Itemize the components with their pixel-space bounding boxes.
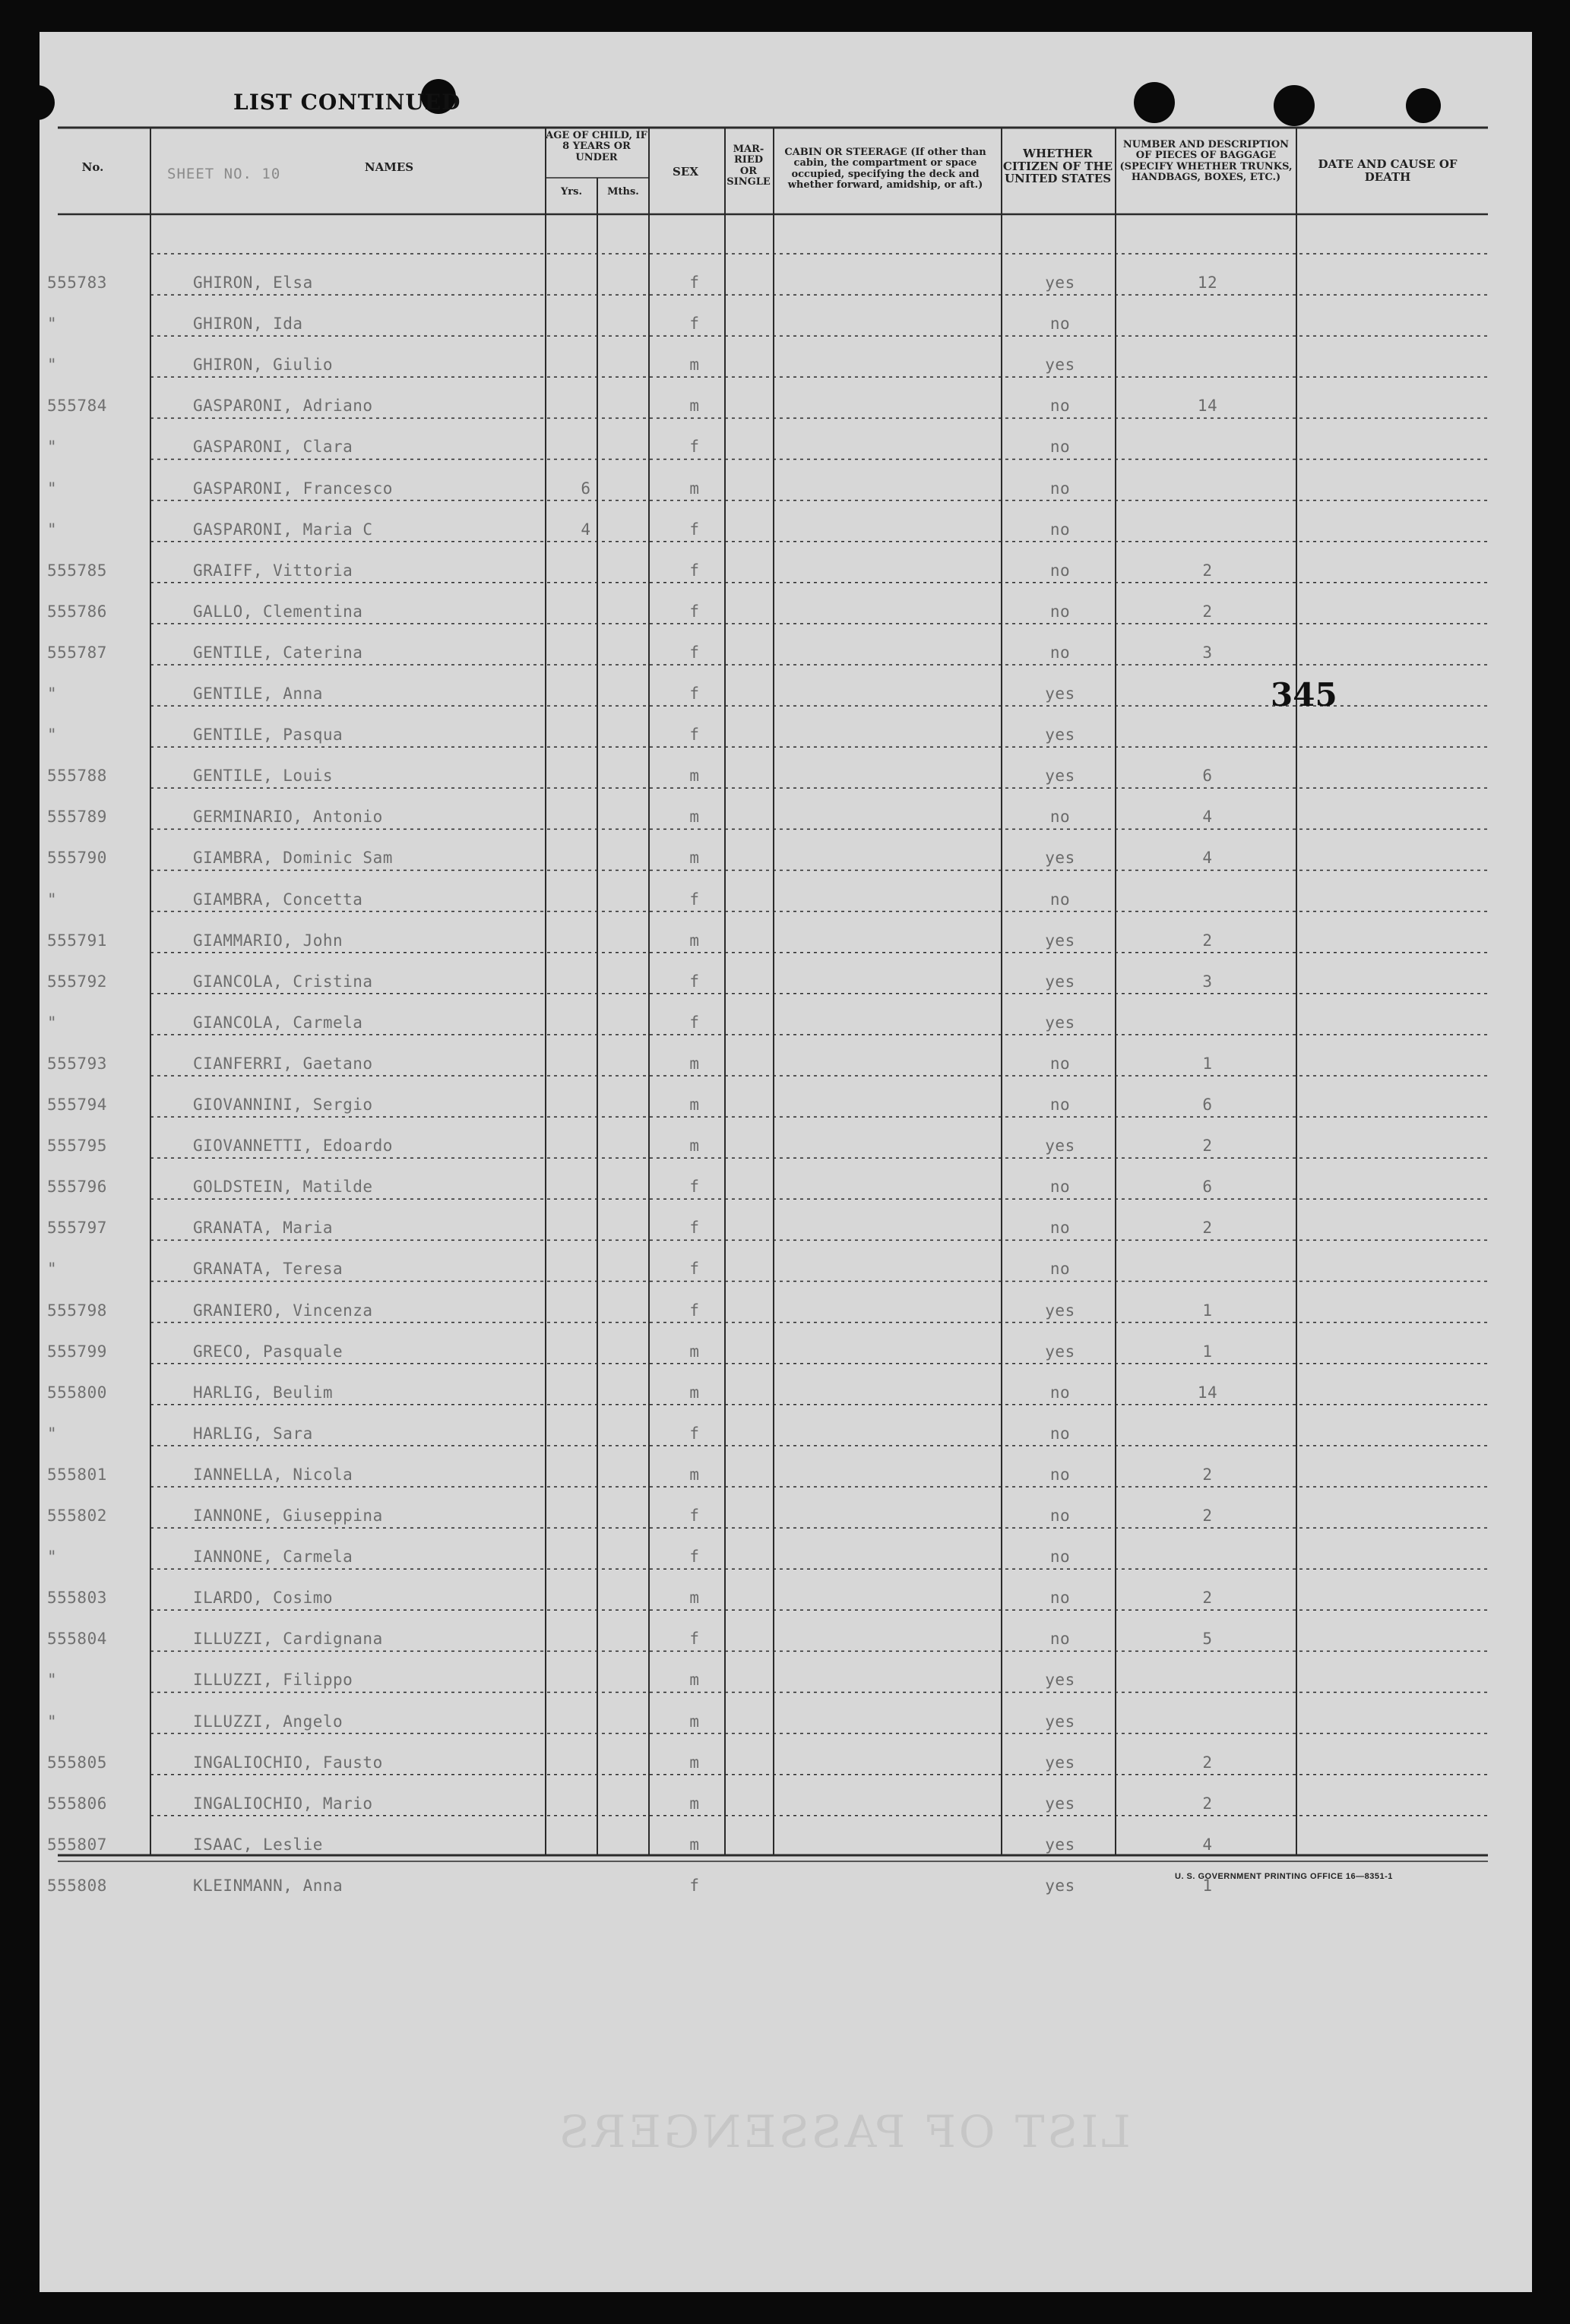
passenger-name: GIANCOLA, Cristina — [193, 972, 373, 991]
passenger-name: ILLUZZI, Filippo — [193, 1671, 353, 1690]
passenger-number: " — [47, 1712, 58, 1731]
table-row — [40, 602, 1532, 643]
baggage-count: 2 — [1202, 931, 1213, 950]
table-row — [40, 1466, 1532, 1507]
table-row — [40, 1137, 1532, 1178]
baggage-count: 12 — [1197, 274, 1218, 292]
baggage-count: 2 — [1202, 1794, 1213, 1813]
passenger-name: GASPARONI, Francesco — [193, 479, 393, 498]
passenger-sex: m — [689, 931, 700, 950]
citizen-status: yes — [1045, 1301, 1075, 1320]
passenger-number: " — [47, 356, 58, 375]
passenger-sex: f — [689, 1260, 700, 1279]
citizen-status: yes — [1045, 685, 1075, 703]
citizen-status: no — [1049, 1630, 1071, 1649]
passenger-name: GOLDSTEIN, Matilde — [193, 1178, 373, 1197]
passenger-number: 555802 — [47, 1507, 107, 1525]
passenger-sex: f — [689, 726, 700, 745]
citizen-status: no — [1049, 1219, 1071, 1238]
table-row — [40, 1342, 1532, 1383]
passenger-sex: f — [689, 315, 700, 334]
citizen-status: no — [1049, 438, 1071, 457]
passenger-sex: m — [689, 1137, 700, 1156]
passenger-sex: m — [689, 767, 700, 786]
header-death: DATE AND CAUSE OF DEATH — [1318, 157, 1458, 184]
passenger-sex: m — [689, 849, 700, 868]
baggage-count: 6 — [1202, 1096, 1213, 1114]
passenger-number: 555799 — [47, 1342, 107, 1361]
table-row — [40, 520, 1532, 561]
citizen-status: no — [1049, 561, 1071, 580]
citizen-status: no — [1049, 1096, 1071, 1114]
header-sex: SEX — [673, 165, 698, 179]
table-row — [40, 767, 1532, 808]
table-row — [40, 1178, 1532, 1219]
passenger-sex: f — [689, 520, 700, 539]
table-row — [40, 972, 1532, 1013]
passenger-number: 555803 — [47, 1589, 107, 1608]
passenger-sex: m — [689, 1465, 700, 1484]
passenger-sex: f — [689, 274, 700, 292]
citizen-status: yes — [1045, 767, 1075, 786]
baggage-count: 2 — [1202, 1465, 1213, 1484]
table-row — [40, 274, 1532, 315]
table-row — [40, 1013, 1532, 1054]
passenger-number: " — [47, 438, 58, 457]
passenger-number: 555785 — [47, 561, 107, 580]
passenger-name: GALLO, Clementina — [193, 602, 363, 621]
passenger-sex: m — [689, 1753, 700, 1772]
passenger-sex: f — [689, 1424, 700, 1443]
header-married: MAR- RIED OR SINGLE — [726, 144, 771, 188]
table-row — [40, 1301, 1532, 1342]
baggage-count: 14 — [1197, 1383, 1218, 1402]
passenger-name: HARLIG, Beulim — [193, 1383, 334, 1402]
passenger-name: GASPARONI, Clara — [193, 438, 353, 457]
citizen-status: yes — [1045, 1137, 1075, 1156]
passenger-number: 555800 — [47, 1383, 107, 1402]
page-stamp-number: 345 — [1271, 676, 1337, 713]
passenger-number: 555784 — [47, 397, 107, 416]
baggage-count: 4 — [1202, 1835, 1213, 1854]
passenger-number: 555783 — [47, 274, 107, 292]
passenger-name: GHIRON, Elsa — [193, 274, 313, 292]
passenger-sex: m — [689, 1671, 700, 1690]
baggage-count: 6 — [1202, 1178, 1213, 1197]
passenger-sex: m — [689, 1712, 700, 1731]
passenger-name: GERMINARIO, Antonio — [193, 808, 383, 827]
header-baggage: NUMBER AND DESCRIPTION OF PIECES OF BAGGAGE (SPECIFY WHETHER TRUNKS, HANDBAGS, BOXES, ETC.) — [1119, 139, 1293, 183]
citizen-status: no — [1049, 1589, 1071, 1608]
table-row — [40, 1753, 1532, 1794]
printer-imprint: U. S. GOVERNMENT PRINTING OFFICE 16—8351-1 — [1175, 1872, 1393, 1881]
passenger-name: IANNONE, Carmela — [193, 1548, 353, 1567]
passenger-name: GRANIERO, Vincenza — [193, 1301, 373, 1320]
passenger-name: CIANFERRI, Gaetano — [193, 1054, 373, 1073]
header-citizen: WHETHER CITIZEN OF THE UNITED STATES — [1002, 147, 1113, 185]
citizen-status: yes — [1045, 1753, 1075, 1772]
passenger-number: " — [47, 479, 58, 498]
passenger-number: " — [47, 1548, 58, 1567]
passenger-sex: f — [689, 1301, 700, 1320]
passenger-name: HARLIG, Sara — [193, 1424, 313, 1443]
child-age-years: 6 — [581, 479, 591, 498]
passenger-number: " — [47, 890, 58, 909]
passenger-number: 555790 — [47, 849, 107, 868]
list-title: LIST CONTINUED — [233, 90, 461, 115]
header-names: NAMES — [364, 160, 414, 174]
passenger-number: " — [47, 1671, 58, 1690]
passenger-sex: f — [689, 561, 700, 580]
bleed-through-text: LIST OF PASSENGERS — [556, 2106, 1131, 2158]
passenger-sex: m — [689, 397, 700, 416]
passenger-name: GHIRON, Giulio — [193, 356, 334, 375]
header-no: No. — [81, 160, 104, 174]
passenger-number: 555806 — [47, 1794, 107, 1813]
table-row — [40, 1383, 1532, 1424]
table-row — [40, 890, 1532, 931]
passenger-name: GASPARONI, Adriano — [193, 397, 373, 416]
header-mths: Mths. — [607, 186, 639, 198]
baggage-count: 2 — [1202, 1753, 1213, 1772]
passenger-number: 555795 — [47, 1137, 107, 1156]
citizen-status: yes — [1045, 1712, 1075, 1731]
passenger-name: GRANATA, Maria — [193, 1219, 334, 1238]
table-row — [40, 1424, 1532, 1466]
passenger-name: GIOVANNINI, Sergio — [193, 1096, 373, 1114]
citizen-status: no — [1049, 1424, 1071, 1443]
passenger-number: " — [47, 685, 58, 703]
passenger-sex: f — [689, 890, 700, 909]
citizen-status: no — [1049, 479, 1071, 498]
passenger-number: " — [47, 315, 58, 334]
passenger-name: ILARDO, Cosimo — [193, 1589, 334, 1608]
passenger-sex: f — [689, 972, 700, 991]
passenger-number: 555794 — [47, 1096, 107, 1114]
passenger-name: GENTILE, Louis — [193, 767, 334, 786]
table-row — [40, 1507, 1532, 1548]
table-row — [40, 1671, 1532, 1712]
passenger-name: GHIRON, Ida — [193, 315, 303, 334]
baggage-count: 3 — [1202, 972, 1213, 991]
passenger-number: 555798 — [47, 1301, 107, 1320]
passenger-sex: f — [689, 1507, 700, 1525]
passenger-name: GRANATA, Teresa — [193, 1260, 343, 1279]
citizen-status: yes — [1045, 726, 1075, 745]
table-row — [40, 1630, 1532, 1671]
baggage-count: 3 — [1202, 643, 1213, 662]
table-row — [40, 356, 1532, 397]
passenger-name: INGALIOCHIO, Mario — [193, 1794, 373, 1813]
passenger-number: 555791 — [47, 931, 107, 950]
citizen-status: yes — [1045, 1671, 1075, 1690]
baggage-count: 1 — [1202, 1342, 1213, 1361]
table-row — [40, 1219, 1532, 1260]
citizen-status: no — [1049, 1465, 1071, 1484]
passenger-number: " — [47, 726, 58, 745]
citizen-status: no — [1049, 1383, 1071, 1402]
passenger-number: 555807 — [47, 1835, 107, 1854]
citizen-status: no — [1049, 808, 1071, 827]
table-row — [40, 726, 1532, 767]
citizen-status: yes — [1045, 972, 1075, 991]
passenger-sex: m — [689, 1383, 700, 1402]
baggage-count: 2 — [1202, 1219, 1213, 1238]
passenger-name: ISAAC, Leslie — [193, 1835, 323, 1854]
baggage-count: 1 — [1202, 1876, 1213, 1895]
table-row — [40, 849, 1532, 890]
baggage-count: 4 — [1202, 808, 1213, 827]
passenger-number: 555792 — [47, 972, 107, 991]
passenger-sex: f — [689, 1178, 700, 1197]
table-row — [40, 315, 1532, 356]
citizen-status: yes — [1045, 1835, 1075, 1854]
passenger-sex: m — [689, 1835, 700, 1854]
passenger-name: IANNONE, Giuseppina — [193, 1507, 383, 1525]
passenger-sex: m — [689, 1342, 700, 1361]
baggage-count: 5 — [1202, 1630, 1213, 1649]
table-row — [40, 1548, 1532, 1589]
passenger-sex: m — [689, 1589, 700, 1608]
citizen-status: yes — [1045, 1342, 1075, 1361]
table-row — [40, 1712, 1532, 1753]
passenger-number: " — [47, 1424, 58, 1443]
child-age-years: 4 — [581, 520, 591, 539]
passenger-sex: m — [689, 1054, 700, 1073]
baggage-count: 1 — [1202, 1054, 1213, 1073]
passenger-number: " — [47, 520, 58, 539]
table-row — [40, 931, 1532, 972]
citizen-status: no — [1049, 890, 1071, 909]
passenger-name: GIAMBRA, Dominic Sam — [193, 849, 393, 868]
table-row — [40, 1260, 1532, 1301]
citizen-status: yes — [1045, 849, 1075, 868]
passenger-number: 555801 — [47, 1465, 107, 1484]
table-row — [40, 397, 1532, 438]
passenger-name: INGALIOCHIO, Fausto — [193, 1753, 383, 1772]
passenger-number: 555789 — [47, 808, 107, 827]
citizen-status: no — [1049, 1054, 1071, 1073]
baggage-count: 2 — [1202, 1589, 1213, 1608]
passenger-sex: f — [689, 1548, 700, 1567]
passenger-name: GIANCOLA, Carmela — [193, 1013, 363, 1032]
sheet-number: SHEET NO. 10 — [167, 166, 281, 182]
manifest-sheet — [40, 32, 1532, 2292]
passenger-sex: f — [689, 1219, 700, 1238]
table-row — [40, 479, 1532, 520]
passenger-name: ILLUZZI, Cardignana — [193, 1630, 383, 1649]
baggage-count: 2 — [1202, 561, 1213, 580]
passenger-number: 555804 — [47, 1630, 107, 1649]
citizen-status: no — [1049, 643, 1071, 662]
header-cabin: CABIN OR STEERAGE (If other than cabin, the compartment or space occupied, specifying the deck and whether forward, amidship, or aft.) — [784, 147, 986, 191]
baggage-count: 2 — [1202, 602, 1213, 621]
citizen-status: no — [1049, 1507, 1071, 1525]
passenger-sex: m — [689, 808, 700, 827]
citizen-status: yes — [1045, 356, 1075, 375]
baggage-count: 14 — [1197, 397, 1218, 416]
table-row — [40, 1096, 1532, 1137]
passenger-sex: f — [689, 685, 700, 703]
passenger-number: 555787 — [47, 643, 107, 662]
passenger-number: 555793 — [47, 1054, 107, 1073]
passenger-name: IANNELLA, Nicola — [193, 1465, 353, 1484]
baggage-count: 2 — [1202, 1507, 1213, 1525]
table-row — [40, 808, 1532, 849]
citizen-status: no — [1049, 397, 1071, 416]
passenger-sex: m — [689, 356, 700, 375]
table-row — [40, 1835, 1532, 1877]
table-row — [40, 1877, 1532, 1918]
passenger-name: GRAIFF, Vittoria — [193, 561, 353, 580]
passenger-number: 555788 — [47, 767, 107, 786]
passenger-name: KLEINMANN, Anna — [193, 1876, 343, 1895]
header-yrs: Yrs. — [561, 186, 582, 198]
citizen-status: no — [1049, 1178, 1071, 1197]
citizen-status: no — [1049, 520, 1071, 539]
passenger-sex: m — [689, 1794, 700, 1813]
passenger-number: 555808 — [47, 1876, 107, 1895]
baggage-count: 4 — [1202, 849, 1213, 868]
baggage-count: 2 — [1202, 1137, 1213, 1156]
citizen-status: no — [1049, 1260, 1071, 1279]
passenger-name: GRECO, Pasquale — [193, 1342, 343, 1361]
passenger-number: 555805 — [47, 1753, 107, 1772]
passenger-number: 555796 — [47, 1178, 107, 1197]
passenger-name: GENTILE, Anna — [193, 685, 323, 703]
passenger-name: GIAMMARIO, John — [193, 931, 343, 950]
citizen-status: no — [1049, 1548, 1071, 1567]
baggage-count: 1 — [1202, 1301, 1213, 1320]
baggage-count: 6 — [1202, 767, 1213, 786]
table-row — [40, 1794, 1532, 1835]
passenger-name: GIOVANNETTI, Edoardo — [193, 1137, 393, 1156]
table-row — [40, 438, 1532, 479]
passenger-name: GIAMBRA, Concetta — [193, 890, 363, 909]
passenger-sex: f — [689, 438, 700, 457]
passenger-sex: f — [689, 602, 700, 621]
passenger-sex: m — [689, 1096, 700, 1114]
table-row — [40, 1589, 1532, 1630]
passenger-name: ILLUZZI, Angelo — [193, 1712, 343, 1731]
passenger-name: GASPARONI, Maria C — [193, 520, 373, 539]
passenger-sex: f — [689, 1630, 700, 1649]
table-row — [40, 1054, 1532, 1096]
citizen-status: no — [1049, 315, 1071, 334]
passenger-sex: f — [689, 643, 700, 662]
passenger-name: GENTILE, Caterina — [193, 643, 363, 662]
passenger-sex: m — [689, 479, 700, 498]
passenger-number: 555786 — [47, 602, 107, 621]
header-age-of-child: AGE OF CHILD, IF 8 YEARS OR UNDER — [546, 130, 647, 163]
passenger-name: GENTILE, Pasqua — [193, 726, 343, 745]
passenger-number: 555797 — [47, 1219, 107, 1238]
table-row — [40, 561, 1532, 602]
passenger-sex: f — [689, 1013, 700, 1032]
passenger-number: " — [47, 1013, 58, 1032]
passenger-number: " — [47, 1260, 58, 1279]
citizen-status: yes — [1045, 931, 1075, 950]
passenger-sex: f — [689, 1876, 700, 1895]
citizen-status: yes — [1045, 274, 1075, 292]
citizen-status: yes — [1045, 1794, 1075, 1813]
citizen-status: yes — [1045, 1013, 1075, 1032]
citizen-status: yes — [1045, 1876, 1075, 1895]
citizen-status: no — [1049, 602, 1071, 621]
